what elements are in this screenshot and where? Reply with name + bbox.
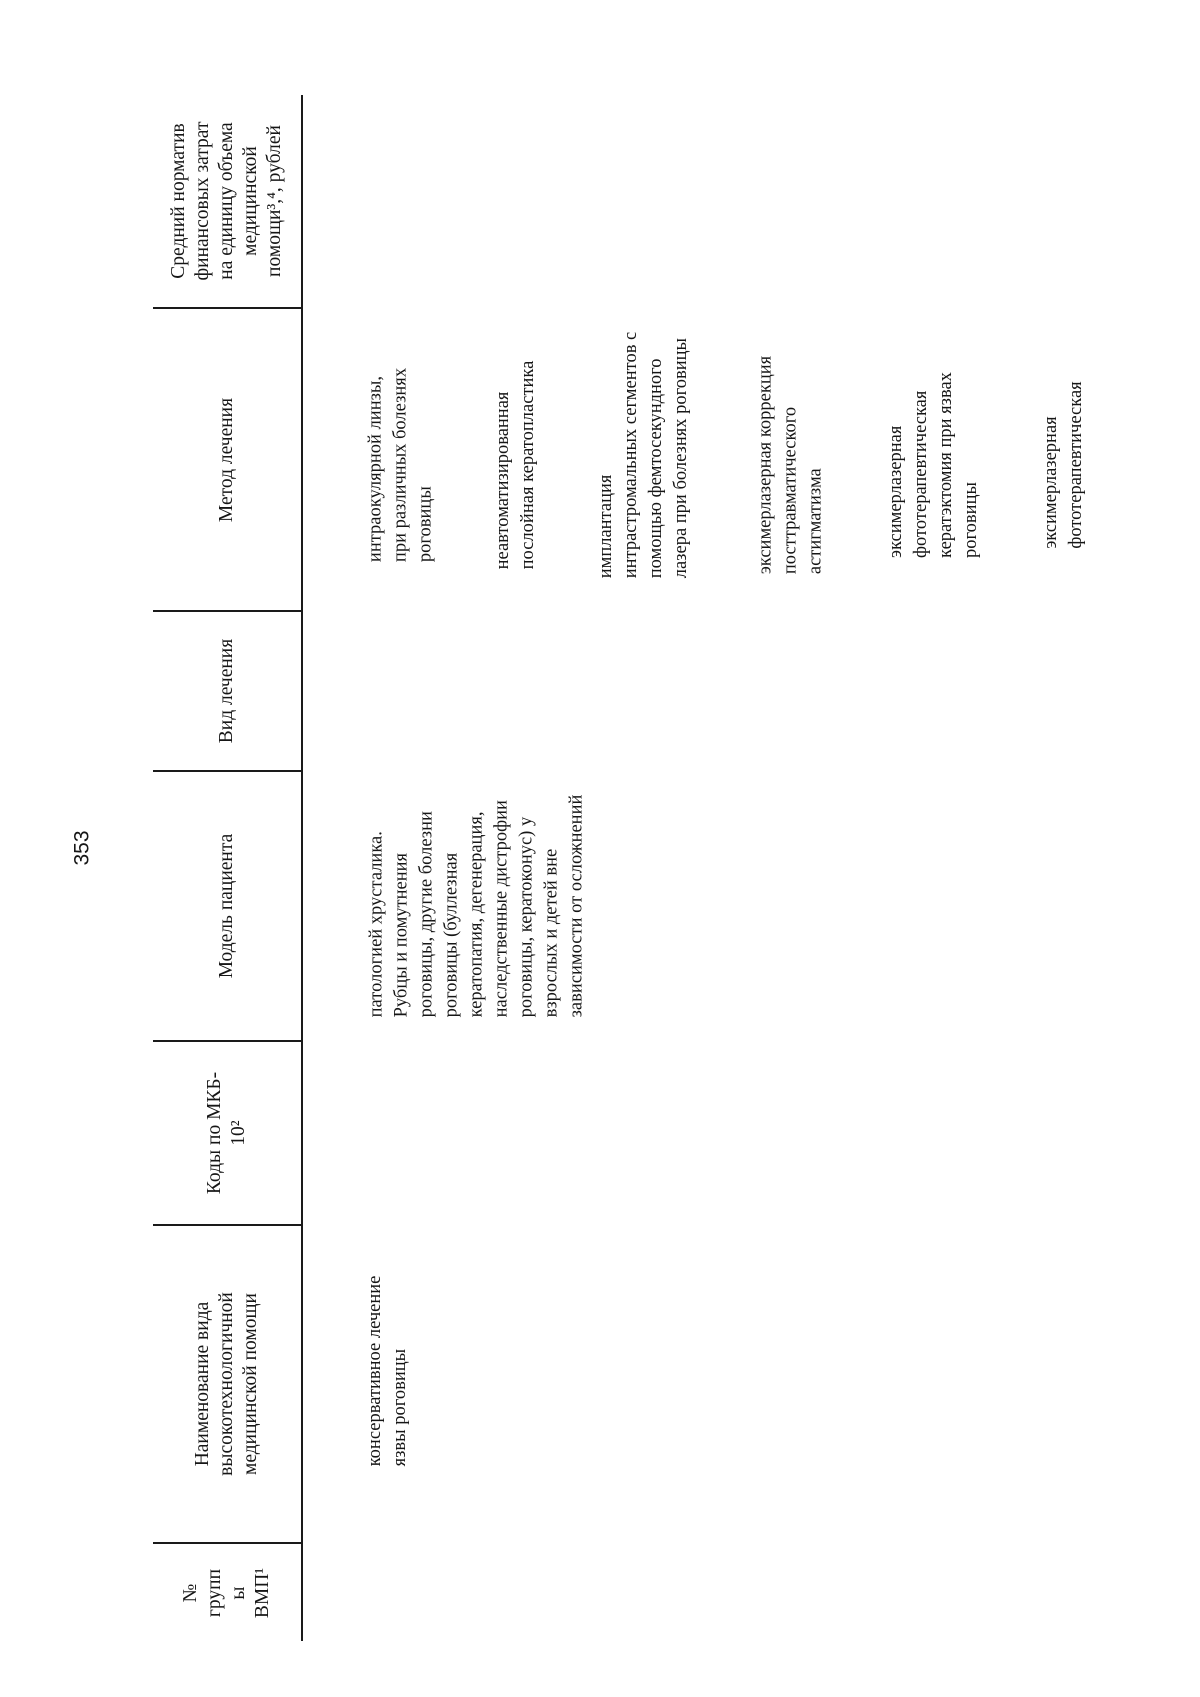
- cell-patient-model: [362, 772, 592, 1040]
- header-group-no: [153, 1544, 301, 1641]
- header-line: ВМП¹: [252, 1567, 273, 1618]
- header-line: Модель пациента: [216, 833, 237, 979]
- header-line: финансовых затрат: [192, 121, 213, 281]
- cell-method-1: [362, 320, 440, 610]
- cell-line: при различных болезнях: [390, 367, 411, 563]
- header-line: групп: [204, 1568, 225, 1617]
- header-patient-model: [153, 772, 301, 1040]
- cell-line: консервативное лечение: [365, 1275, 385, 1467]
- cell-method-4: [752, 320, 830, 610]
- cell-line: фототерапевтическая: [911, 390, 931, 558]
- cell-vmp-name: [362, 1226, 414, 1516]
- cell-line: роговицы, другие болезни: [416, 811, 437, 1018]
- header-line: медицинской помощи: [240, 1293, 261, 1475]
- header-line: 10²: [228, 1120, 249, 1146]
- header-line: Вид лечения: [216, 638, 237, 744]
- cell-method-6: [1038, 320, 1090, 610]
- cell-line: взрослых и детей вне: [541, 848, 562, 1018]
- header-line: на единицу объема: [216, 122, 237, 280]
- header-line: Метод лечения: [216, 397, 237, 522]
- cell-line: патологией хрусталика.: [366, 831, 387, 1018]
- cell-line: интрастромальных сегментов с: [621, 331, 641, 579]
- cell-line: посттравматического: [780, 406, 801, 575]
- cell-line: имплантация: [596, 474, 616, 579]
- header-treatment-method: [153, 309, 301, 610]
- header-line: медицинской: [240, 146, 261, 256]
- cell-method-5: [882, 320, 986, 610]
- cell-line: Рубцы и помутнения: [391, 852, 412, 1018]
- cell-line: роговицы: [961, 482, 981, 558]
- header-treatment-type: [153, 612, 301, 770]
- cell-line: эксимерлазерная коррекция: [755, 355, 776, 575]
- header-line: Наименование вида: [192, 1301, 213, 1467]
- cell-line: роговицы (буллезная: [441, 852, 462, 1018]
- cell-line: эксимерлазерная: [886, 425, 906, 558]
- cell-line: язвы роговицы: [390, 1348, 410, 1467]
- cell-line: интраокулярной линзы,: [365, 376, 386, 563]
- header-separator: [301, 95, 303, 1641]
- cell-method-3: [592, 300, 696, 610]
- header-line: высокотехнологичной: [216, 1292, 237, 1476]
- header-icd-codes: [153, 1042, 301, 1224]
- header-line: Средний норматив: [168, 123, 189, 279]
- header-line: Коды по МКБ-: [204, 1071, 225, 1195]
- cell-line: помощью фемтосекундного: [646, 358, 666, 579]
- cell-line: зависимости от осложнений: [566, 794, 587, 1018]
- header-vmp-name: [153, 1226, 301, 1542]
- cell-line: роговицы: [415, 486, 436, 563]
- cell-line: астигматизма: [805, 468, 826, 575]
- cell-line: наследственные дистрофии: [491, 800, 512, 1018]
- cell-line: послойная кератопластика: [518, 360, 538, 570]
- cell-line: неавтоматизированная: [493, 391, 513, 570]
- cell-line: кератэктомия при язвах: [936, 372, 956, 558]
- header-line: ы: [228, 1585, 249, 1600]
- cell-line: фототерапевтическая: [1066, 381, 1086, 549]
- header-cost-norm: [153, 95, 301, 307]
- cell-line: роговицы, кератоконус) у: [516, 816, 537, 1018]
- cell-line: кератопатия, дегенерация,: [466, 811, 487, 1018]
- header-line: помощи³,⁴, рублей: [264, 125, 285, 277]
- page-number-text: 353: [70, 830, 94, 866]
- cell-line: эксимерлазерная: [1041, 416, 1061, 549]
- header-line: №: [180, 1583, 201, 1602]
- cell-line: лазера при болезнях роговицы: [671, 338, 691, 579]
- cell-method-2: [490, 320, 542, 610]
